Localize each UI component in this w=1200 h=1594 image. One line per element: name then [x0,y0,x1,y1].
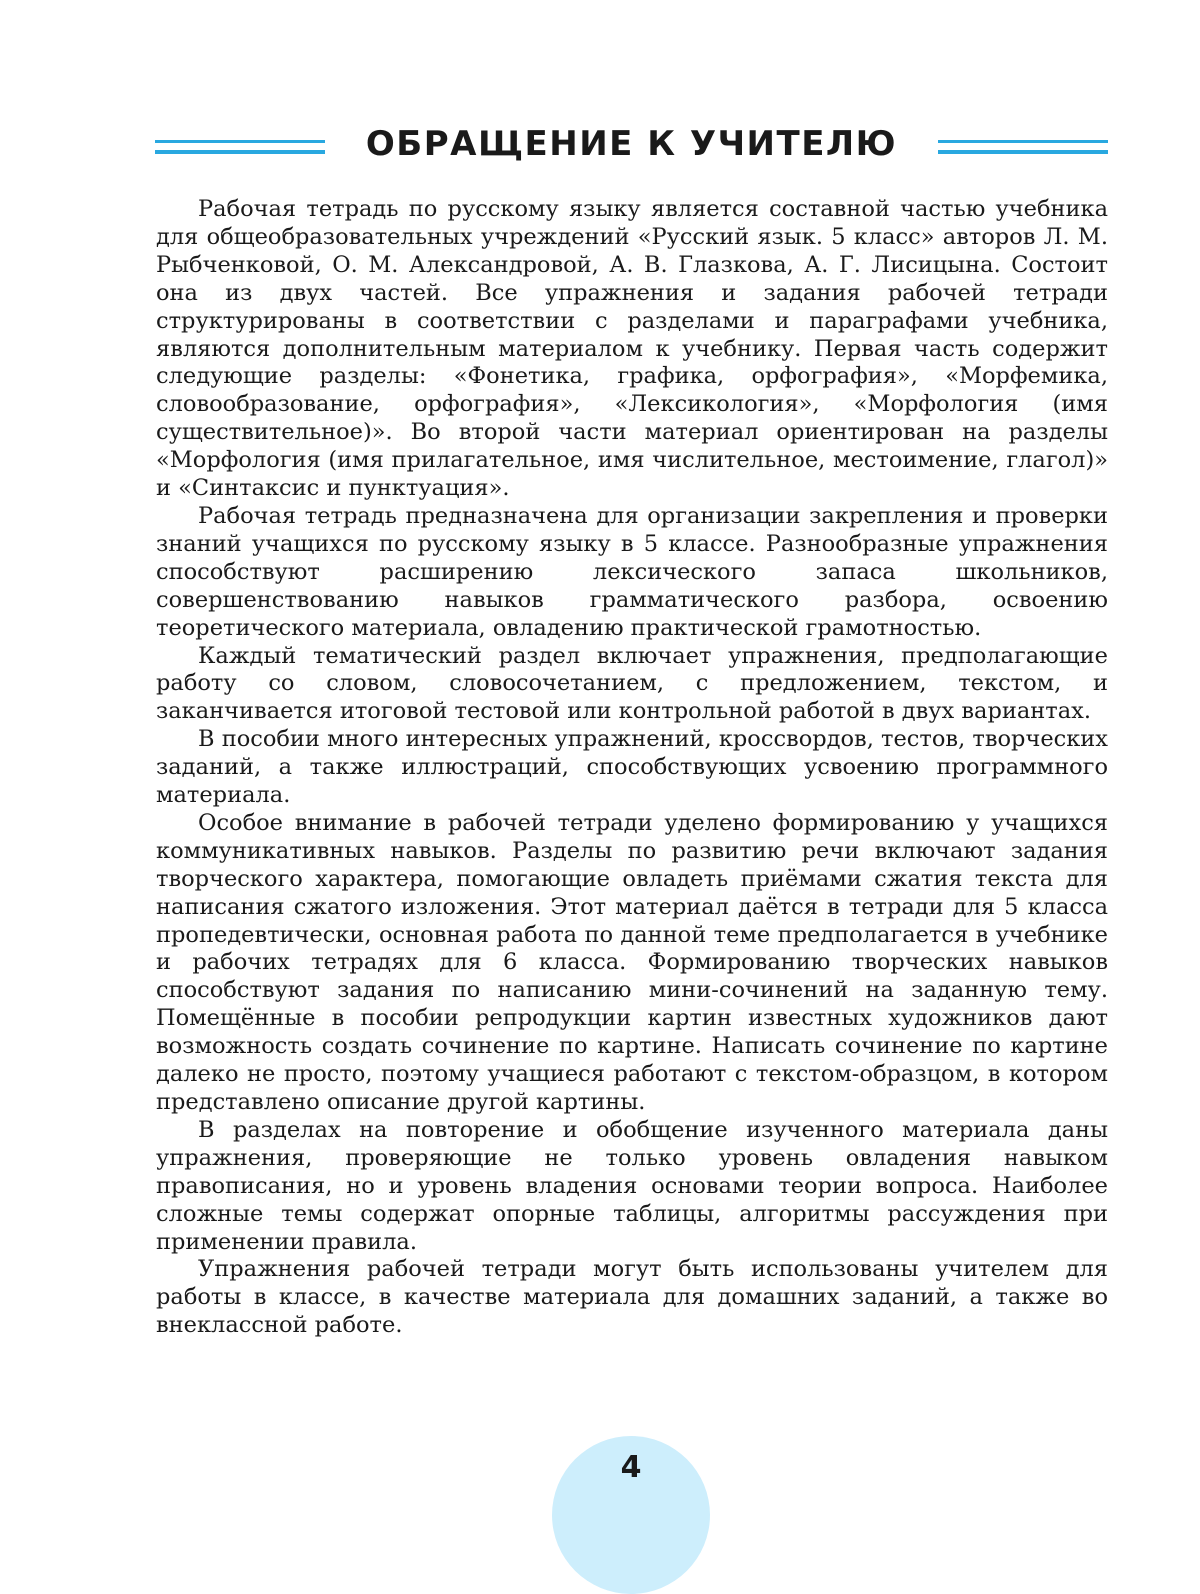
paragraph: Каждый тематический раздел включает упражнения, предполагающие работу со словом, словосочетанием, с предложением, текстом, и заканчивается итоговой тестовой или контрольной работой в двух вариантах. [156,642,1108,725]
paragraph: Упражнения рабочей тетради могут быть использованы учителем для работы в классе, в качестве материала для домашних заданий, а также во внеклассной работе. [156,1256,1108,1339]
page-number-circle [552,1436,710,1594]
left-decorative-rule [155,140,325,154]
page-number: 4 [620,1450,642,1485]
paragraph: В пособии много интересных упражнений, кроссвордов, тестов, творческих заданий, а также иллюстраций, способствующих усвоению программного материала. [156,726,1108,809]
right-decorative-rule [938,140,1108,154]
paragraph: Рабочая тетрадь по русскому языку является составной частью учебника для общеобразовательных учреждений «Русский язык. 5 класс» авторов Л. М. Рыбченковой, О. М. Александровой, А. В. Глазкова, А. Г. Лисицына. Состоит она из двух частей. Все упражнения и задания рабочей тетради структурированы в соответствии с разделами и параграфами учебника, являются дополнительным материалом к учебнику. Первая часть содержит следующие разделы: «Фонетика, графика, орфография», «Морфемика, словообразование, орфография», «Лексикология», «Морфология (имя существительное)». Во второй части материал ориентирован на разделы «Морфология (имя прилагательное, имя числительное, местоимение, глагол)» и «Синтаксис и пунктуация». [156,196,1108,502]
paragraph: В разделах на повторение и обобщение изученного материала даны упражнения, проверяющие не только уровень овладения навыком правописания, но и уровень владения основами теории вопроса. Наиболее сложные темы содержат опорные таблицы, алгоритмы рассуждения при применении правила. [156,1116,1108,1255]
page-title: ОБРАЩЕНИЕ К УЧИТЕЛЮ [365,124,898,164]
page-header [155,118,1108,178]
paragraph: Рабочая тетрадь предназначена для организации закрепления и проверки знаний учащихся по русскому языку в 5 классе. Разнообразные упражнения способствуют расширению лексического запаса школьников, совершенствованию навыков грамматического разбора, освоению теоретического материала, овладению практической грамотностью. [156,502,1108,641]
paragraph: Особое внимание в рабочей тетради уделено формированию у учащихся коммуникативных навыков. Разделы по развитию речи включают задания творческого характера, помогающие овладеть приёмами сжатия текста для написания сжатого изложения. Этот материал даётся в тетради для 5 класса пропедевтически, основная работа по данной теме предполагается в учебнике и рабочих тетрадях для 6 класса. Формированию творческих навыков способствуют задания по написанию мини-сочинений на заданную тему. Помещённые в пособии репродукции картин известных художников дают возможность создать сочинение по картине. Написать сочинение по картине далеко не просто, поэтому учащиеся работают с текстом-образцом, в котором представлено описание другой картины. [156,809,1108,1115]
body-text [156,196,1108,1340]
